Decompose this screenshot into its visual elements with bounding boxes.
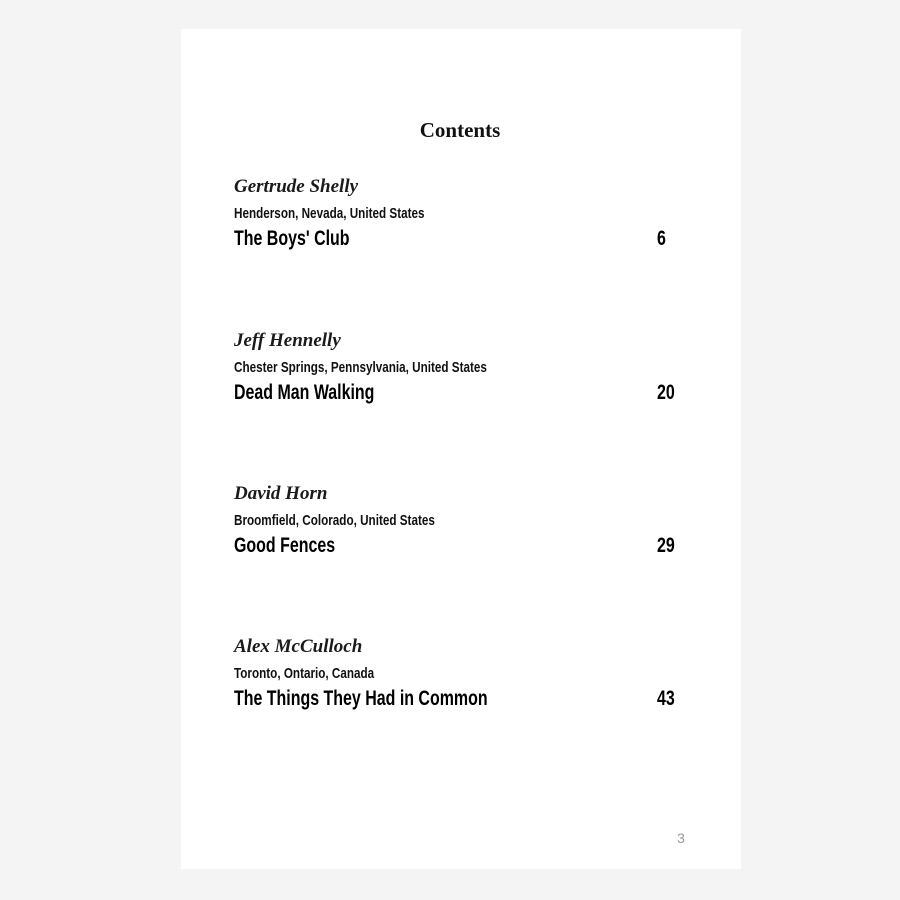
entry-page-number: 29 — [657, 534, 675, 557]
entry-title: Good Fences — [234, 534, 336, 557]
entry-author: Alex McCulloch — [234, 636, 363, 657]
entry-title: Dead Man Walking — [234, 381, 375, 404]
page-number: 3 — [677, 830, 685, 846]
entry-location: Broomfield, Colorado, United States — [234, 512, 435, 529]
entry-location: Henderson, Nevada, United States — [234, 205, 425, 222]
entry-author: Jeff Hennelly — [234, 330, 341, 351]
toc-entry — [234, 176, 684, 256]
entry-page-number: 20 — [657, 381, 675, 404]
entry-page-number: 6 — [657, 227, 666, 250]
toc-entry — [234, 483, 684, 563]
entry-page-number: 43 — [657, 687, 675, 710]
page-heading: Contents — [419, 118, 501, 142]
document-page — [181, 29, 741, 869]
entry-author: David Horn — [234, 483, 328, 504]
toc-entry — [234, 330, 684, 410]
entry-title: The Things They Had in Common — [234, 687, 488, 710]
toc-entry — [234, 636, 684, 716]
entry-location: Toronto, Ontario, Canada — [234, 665, 375, 682]
entry-title: The Boys' Club — [234, 227, 350, 250]
entry-author: Gertrude Shelly — [234, 176, 359, 197]
entry-location: Chester Springs, Pennsylvania, United States — [234, 359, 487, 376]
